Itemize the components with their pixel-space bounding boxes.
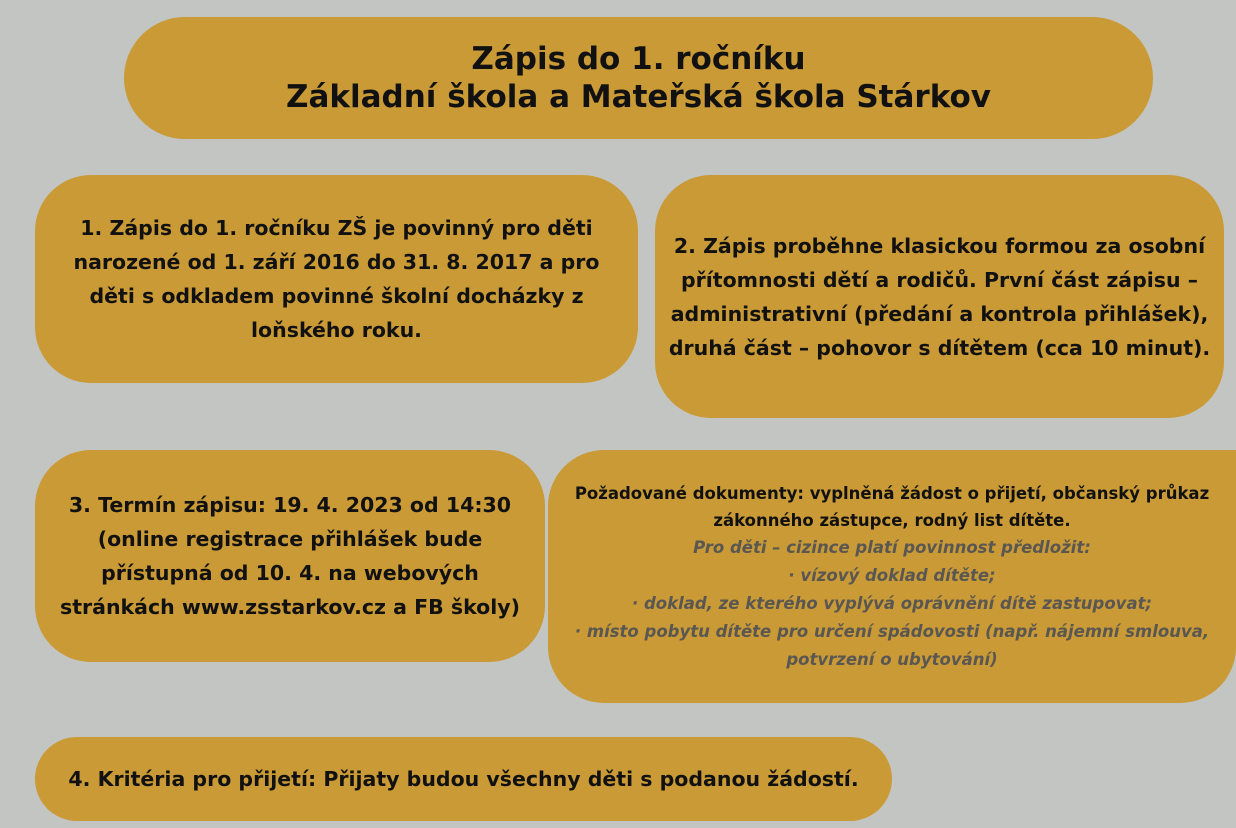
info-card-4 (35, 737, 892, 821)
info-card-1 (35, 175, 638, 383)
documents-item-2: · doklad, ze kterého vyplývá oprávnění dítě zastupovat; (631, 593, 1153, 613)
info-card-3-text: 3. Termín zápisu: 19. 4. 2023 od 14:30 (online registrace přihlášek bude přístupná od 10. 4. na webových stránkách www.zsstarkov.cz a FB školy) (60, 493, 520, 619)
documents-card (548, 450, 1236, 703)
info-card-3 (35, 450, 545, 662)
documents-item-1: · vízový doklad dítěte; (788, 565, 996, 585)
documents-intro: Požadované dokumenty: vyplněná žádost o přijetí, občanský průkaz zákonného zástupce, rodný list dítěte. (574, 483, 1210, 530)
foreign-heading: Pro děti – cizince platí povinnost předložit: (693, 537, 1091, 557)
info-card-2-text: 2. Zápis proběhne klasickou formou za osobní přítomnosti dětí a rodičů. První část zápisu – administrativní (předání a kontrola přihlášek), druhá část – pohovor s dítětem (cca 10 minut). (668, 233, 1211, 360)
title-line-1: Zápis do 1. ročníku (471, 41, 806, 77)
info-card-4-text: 4. Kritéria pro přijetí: Přijaty budou všechny děti s podanou žádostí. (68, 767, 859, 791)
title-line-2: Základní škola a Mateřská škola Stárkov (285, 79, 991, 115)
documents-item-3: · místo pobytu dítěte pro určení spádovosti (např. nájemní smlouva, potvrzení o ubytování) (574, 621, 1210, 669)
info-card-1-text: 1. Zápis do 1. ročníku ZŠ je povinný pro děti narozené od 1. září 2016 do 31. 8. 2017 a pro děti s odkladem povinné školní docházky z loňského roku. (73, 216, 600, 342)
info-card-2 (655, 175, 1224, 418)
title-banner (124, 17, 1153, 139)
